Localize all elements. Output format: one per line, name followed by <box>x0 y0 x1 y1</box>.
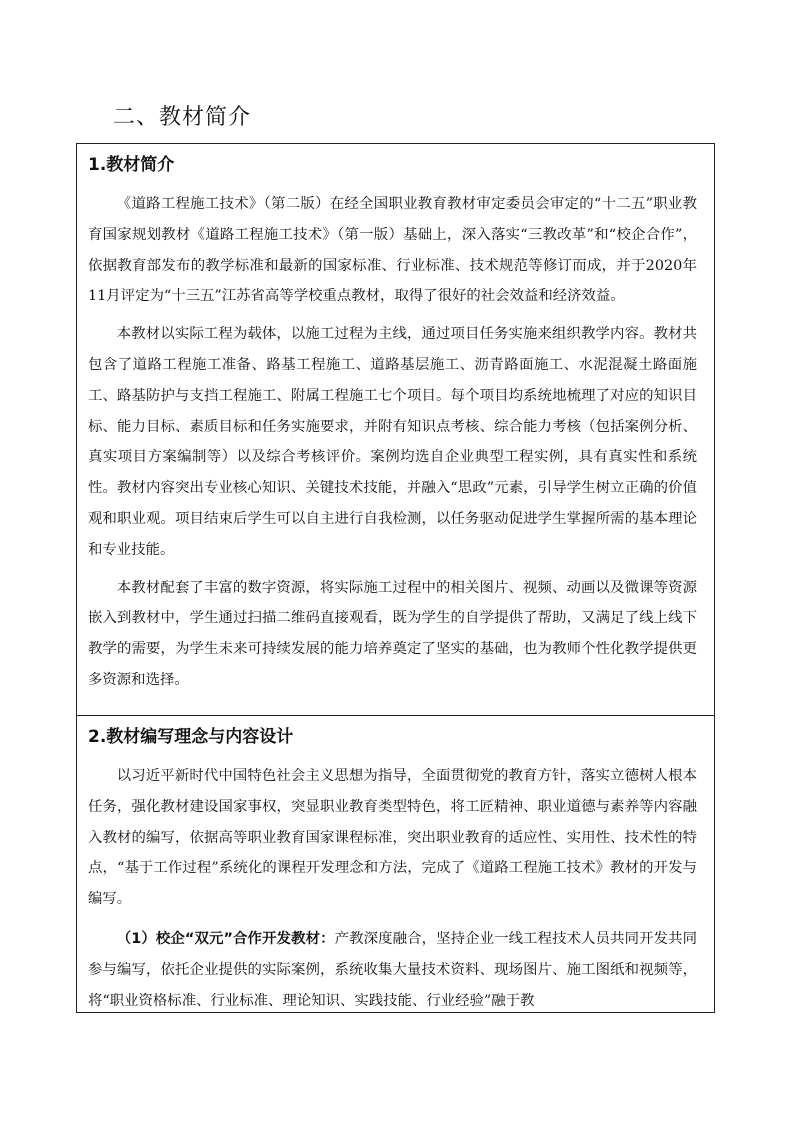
content-table <box>76 143 715 1013</box>
design-concept-paragraph: 以习近平新时代中国特色社会主义思想为指导，全面贯彻党的教育方针，落实立德树人根本任务，强化教材建设国家事权，突显职业教育类型特色，将工匠精神、职业道德与素养等内容融入教材的编写，依据高等职业教育国家课程标准，突出职业教育的适应性、实用性、技术性的特点，“基于工作过程”系统化的课程开发理念和方法，完成了《道路工程施工技术》教材的开发与编写。 <box>88 768 697 908</box>
textbook-intro-paragraph: 本教材配套了丰富的数字资源，将实际施工过程中的相关图片、视频、动画以及微课等资源嵌入到教材中，学生通过扫描二维码直接观看，既为学生的自学提供了帮助，又满足了线上线下教学的需要，为学生未来可持续发展的能力培养奠定了坚实的基础，也为教师个性化教学提供更多资源和选择。 <box>88 579 697 688</box>
design-concept-cell <box>77 716 714 1016</box>
textbook-intro-title: 1.教材简介 <box>88 155 175 175</box>
textbook-intro-cell <box>77 144 714 716</box>
point-lead: （1）校企“双元”合作开发教材： <box>116 930 335 947</box>
point-text: 产教深度融合，坚持企业一线工程技术人员共同开发共同参与编写，依托企业提供的实际案例，系统收集大量技术资料、现场图片、施工图纸和视频等，将“职业资格标准、行业标准、理论知识、实践技能、行业经验”融于教 <box>88 930 697 1009</box>
section-heading: 二、教材简介 <box>113 105 252 130</box>
textbook-intro-paragraph: 本教材以实际工程为载体，以施工过程为主线，通过项目任务实施来组织教学内容。教材共包含了道路工程施工准备、路基工程施工、道路基层施工、沥青路面施工、水泥混凝土路面施工、路基防护与支挡工程施工、附属工程施工七个项目。每个项目均系统地梳理了对应的知识目标、能力目标、素质目标和任务实施要求，并附有知识点考核、综合能力考核（包括案例分析、真实项目方案编制等）以及综合考核评价。案例均选自企业典型工程实例，具有真实性和系统性。教材内容突出专业核心知识、关键技术技能，并融入“思政”元素，引导学生树立正确的价值观和职业观。项目结束后学生可以自主进行自我检测，以任务驱动促进学生掌握所需的基本理论和专业技能。 <box>88 326 697 558</box>
design-concept-point <box>88 924 697 1016</box>
textbook-intro-paragraph: 《道路工程施工技术》（第二版）在经全国职业教育教材审定委员会审定的“十二五”职业教育国家规划教材《道路工程施工技术》（第一版）基础上，深入落实“三教改革”和“校企合作”，依据教育部发布的教学标准和最新的国家标准、行业标准、技术规范等修订而成，并于2020年11月评定为“十三五”江苏省高等学校重点教材，取得了很好的社会效益和经济效益。 <box>88 196 697 305</box>
design-concept-title: 2.教材编写理念与内容设计 <box>88 727 294 747</box>
